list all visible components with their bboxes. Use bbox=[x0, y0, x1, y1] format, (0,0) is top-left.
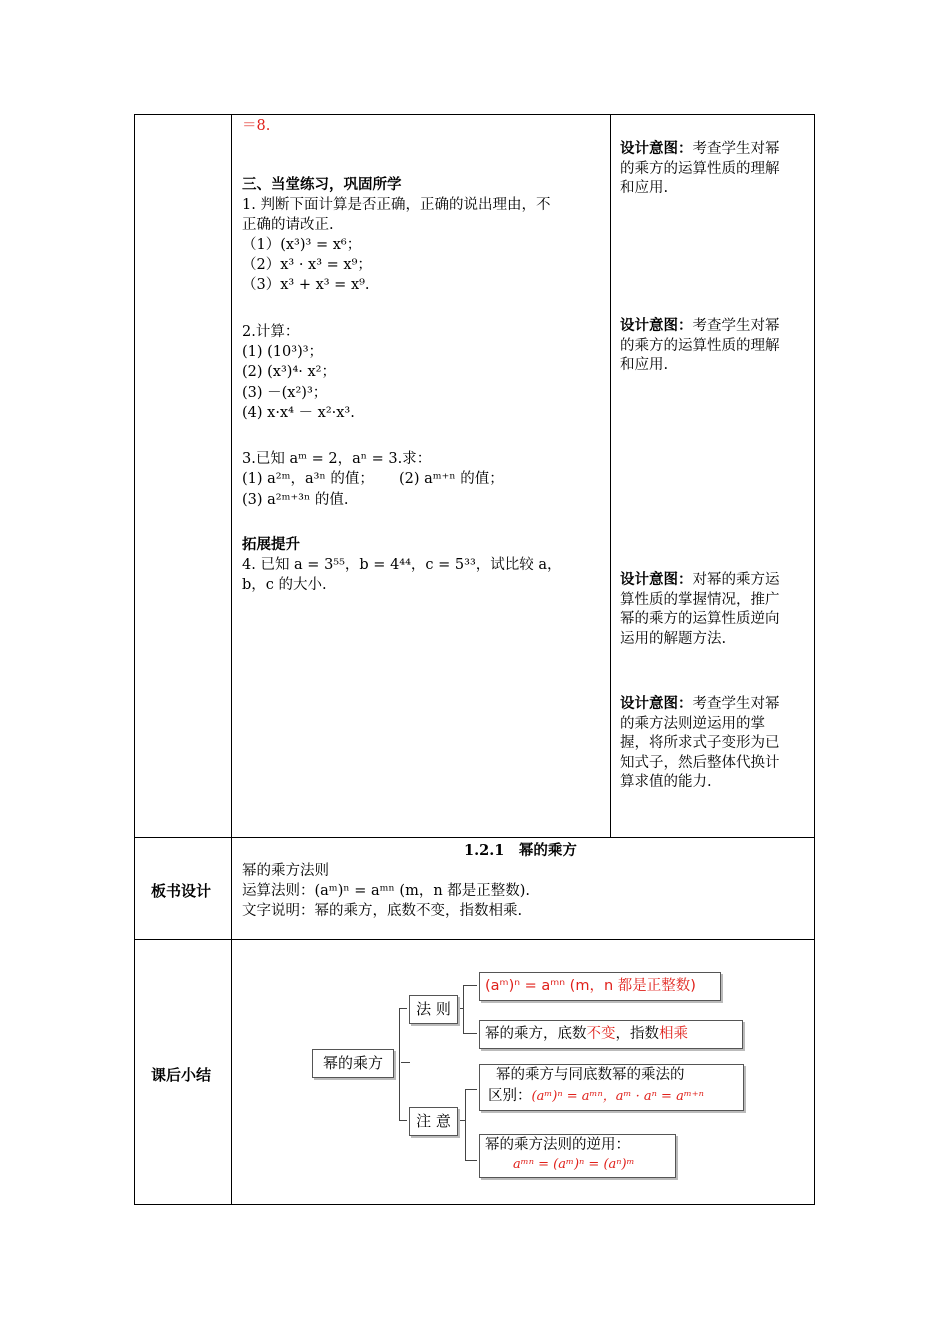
question-4-text-cont: b，c 的大小. bbox=[242, 577, 327, 593]
connector bbox=[463, 985, 464, 1033]
connector bbox=[463, 985, 477, 986]
question-2-item: (4) x·x⁴ － x²·x³. bbox=[242, 405, 355, 421]
design-note: 设计意图：考查学生对幂 的乘方的运算性质的理解 和应用. bbox=[620, 141, 780, 196]
question-1-item: （2）x³ · x³ = x⁹； bbox=[242, 257, 372, 273]
table-column-divider bbox=[610, 114, 611, 838]
design-note-label: 设计意图： bbox=[620, 696, 693, 712]
lesson-table bbox=[134, 114, 815, 1205]
question-3-text: 3.已知 aᵐ = 2，aⁿ = 3.求： bbox=[242, 451, 432, 467]
question-3-part-1: (1) a²ᵐ，a³ⁿ 的值； bbox=[242, 471, 374, 487]
mindmap-branch-note: 注 意 bbox=[409, 1107, 458, 1136]
connector bbox=[465, 1089, 477, 1090]
summary-label: 课后小结 bbox=[151, 1066, 212, 1084]
question-2-item: (1) (10³)³； bbox=[242, 344, 324, 360]
question-1-text: 1. 判断下面计算是否正确，正确的说出理由，不 bbox=[242, 197, 551, 213]
connector bbox=[399, 1008, 400, 1120]
mindmap-note-difference: 幂的乘方与同底数幂的乘法的 区别：(aᵐ)ⁿ = aᵐⁿ，aᵐ · aⁿ = aᵐ⁺ⁿ bbox=[479, 1064, 744, 1111]
question-2-title: 2.计算： bbox=[242, 324, 300, 340]
connector bbox=[463, 1033, 477, 1034]
table-row-divider bbox=[134, 939, 815, 940]
table-border-left bbox=[134, 114, 135, 1205]
board-design-label: 板书设计 bbox=[151, 882, 212, 900]
design-note-label: 设计意图： bbox=[620, 572, 693, 588]
board-explanation: 文字说明：幂的乘方，底数不变，指数相乘. bbox=[242, 903, 523, 919]
design-note: 设计意图：对幂的乘方运 算性质的掌握情况，推广 幂的乘方的运算性质逆向 运用的解题方法. bbox=[620, 572, 780, 647]
connector bbox=[465, 1089, 466, 1160]
table-border-bottom bbox=[134, 1204, 815, 1205]
table-column-divider bbox=[231, 114, 232, 1205]
design-note-label: 设计意图： bbox=[620, 141, 693, 157]
connector bbox=[399, 1008, 407, 1009]
board-line: 幂的乘方法则 bbox=[242, 863, 329, 879]
board-title: 1.2.1 幂的乘方 bbox=[464, 842, 577, 859]
design-note-label: 设计意图： bbox=[620, 318, 693, 334]
connector bbox=[399, 1120, 407, 1121]
question-4-text: 4. 已知 a = 3⁵⁵，b = 4⁴⁴，c = 5³³，试比较 a， bbox=[242, 557, 562, 573]
question-2-item: (2) (x³)⁴· x²； bbox=[242, 364, 336, 380]
mindmap-rule-text: 幂的乘方，底数不变，指数相乘 bbox=[479, 1020, 743, 1049]
table-row-divider bbox=[134, 837, 815, 838]
table-border-top bbox=[134, 114, 815, 115]
table-border-right bbox=[814, 114, 815, 1205]
question-3-part-3: (3) a²ᵐ⁺³ⁿ 的值. bbox=[242, 492, 349, 508]
connector bbox=[401, 1062, 410, 1063]
question-2-item: (3) －(x²)³； bbox=[242, 385, 328, 401]
connector bbox=[458, 1120, 466, 1121]
mindmap-root: 幂的乘方 bbox=[312, 1049, 394, 1078]
question-1-text-cont: 正确的请改正. bbox=[242, 217, 334, 233]
design-note: 设计意图：考查学生对幂 的乘方的运算性质的理解 和应用. bbox=[620, 318, 780, 373]
connector bbox=[465, 1160, 477, 1161]
mindmap-rule-formula: (aᵐ)ⁿ = aᵐⁿ (m，n 都是正整数) bbox=[479, 972, 721, 1001]
section-title: 三、当堂练习，巩固所学 bbox=[242, 177, 402, 193]
board-rule: 运算法则：(aᵐ)ⁿ = aᵐⁿ (m，n 都是正整数). bbox=[242, 883, 531, 899]
question-1-item: （1）(x³)³ = x⁶； bbox=[242, 237, 362, 253]
mindmap-note-inverse: 幂的乘方法则的逆用： aᵐⁿ = (aᵐ)ⁿ = (aⁿ)ᵐ bbox=[479, 1134, 676, 1178]
question-3-part-2: (2) aᵐ⁺ⁿ 的值； bbox=[399, 471, 504, 487]
mindmap-branch-rule: 法 则 bbox=[409, 995, 458, 1024]
carried-result: ＝8. bbox=[242, 118, 271, 134]
design-note: 设计意图：考查学生对幂 的乘方法则逆运用的掌 握，将所求式子变形为已 知式子，然后整体代换计 算求值的能力. bbox=[620, 696, 780, 790]
extension-title: 拓展提升 bbox=[242, 537, 300, 553]
question-1-item: （3）x³ + x³ = x⁹. bbox=[242, 277, 370, 293]
